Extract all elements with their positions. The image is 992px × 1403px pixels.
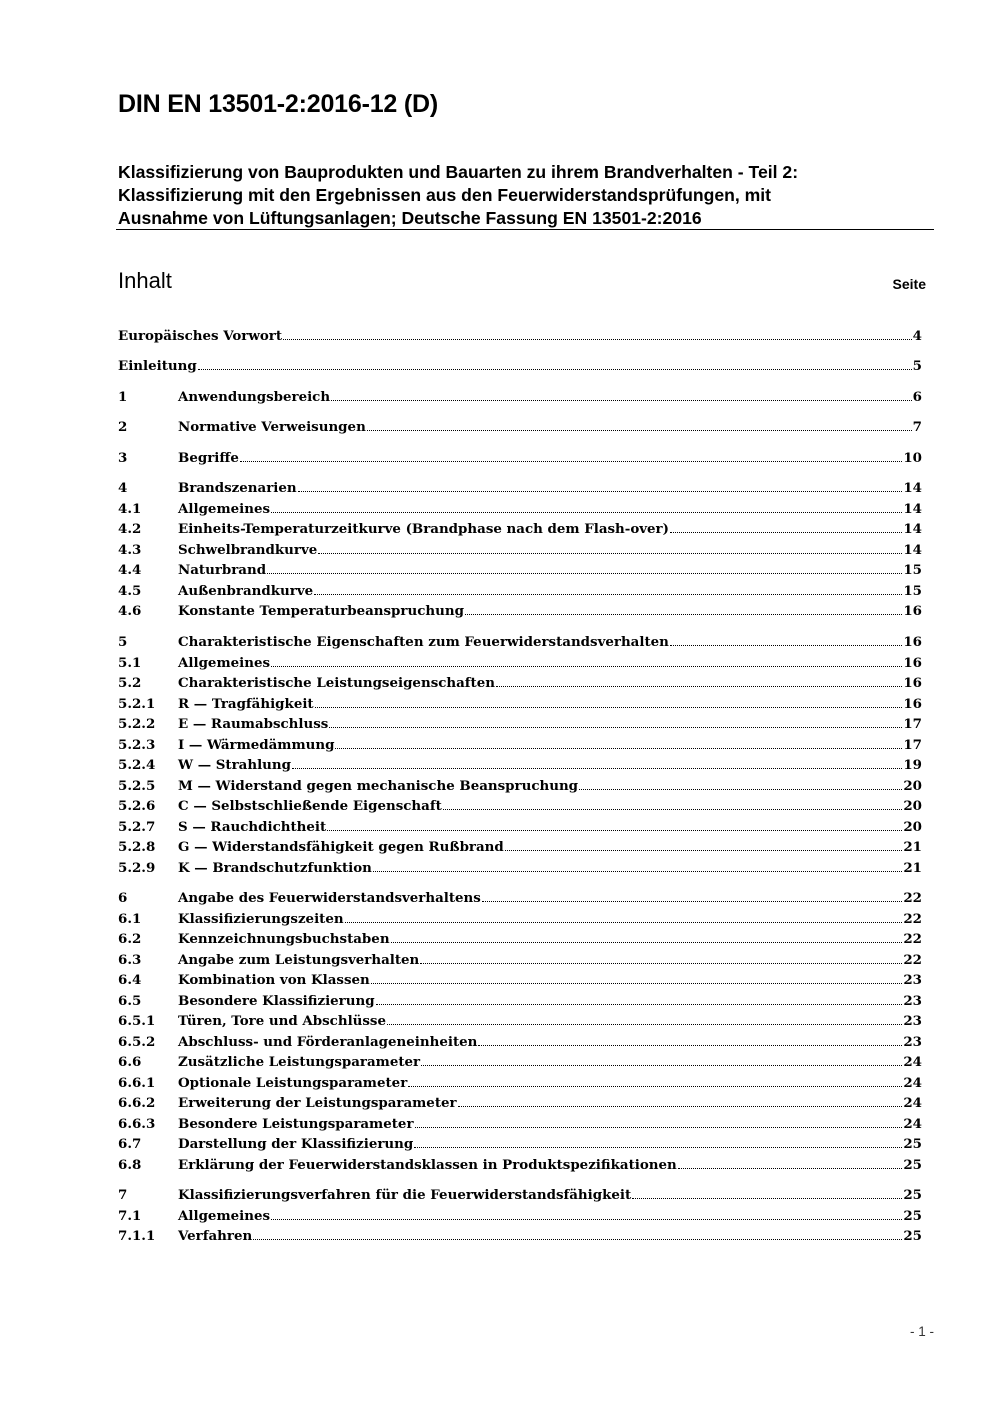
toc-entry-number: 5.2.7 bbox=[118, 819, 156, 835]
toc-entry-page: 16 bbox=[903, 696, 922, 712]
toc-entry[interactable] bbox=[118, 447, 922, 467]
toc-entry-title: Angabe zum Leistungsverhalten bbox=[178, 952, 420, 968]
toc-entry-number: 6.1 bbox=[118, 911, 142, 927]
toc-entry-title: Erklärung der Feuerwiderstandsklassen in Produktspezifikationen bbox=[178, 1157, 677, 1173]
toc-entry-number: 6.7 bbox=[118, 1136, 142, 1152]
toc-entry[interactable] bbox=[118, 631, 922, 651]
toc-entry-page: 23 bbox=[903, 972, 922, 988]
toc-entry-page: 4 bbox=[912, 328, 922, 344]
toc-entry-page: 22 bbox=[903, 911, 922, 927]
toc-entry-page: 16 bbox=[903, 655, 922, 671]
toc-entry-title: Kombination von Klassen bbox=[178, 972, 370, 988]
toc-entry[interactable] bbox=[118, 652, 922, 672]
toc-entry-page: 25 bbox=[903, 1228, 922, 1244]
toc-entry-page: 23 bbox=[903, 1013, 922, 1029]
toc-entry-number: 5.2.4 bbox=[118, 757, 156, 773]
toc-dot-leader bbox=[421, 1065, 902, 1066]
toc-entry-title: R — Tragfähigkeit bbox=[178, 696, 314, 712]
toc-entry-page: 14 bbox=[903, 480, 922, 496]
toc-entry-page: 23 bbox=[903, 1034, 922, 1050]
toc-entry-page: 15 bbox=[903, 583, 922, 599]
toc-entry-title: Besondere Klassifizierung bbox=[178, 993, 375, 1009]
toc-entry-title: Erweiterung der Leistungsparameter bbox=[178, 1095, 457, 1111]
toc-entry[interactable] bbox=[118, 559, 922, 579]
toc-entry-number: 4.6 bbox=[118, 603, 142, 619]
toc-dot-leader bbox=[443, 809, 903, 810]
document-title-line: Klassifizierung mit den Ergebnissen aus den Feuerwiderstandsprüfungen, mit bbox=[118, 185, 772, 205]
toc-entry-title: Einheits-Temperaturzeitkurve (Brandphase nach dem Flash-over) bbox=[178, 521, 669, 537]
toc-entry[interactable] bbox=[118, 325, 922, 345]
toc-dot-leader bbox=[478, 1045, 902, 1046]
toc-entry-title: Begriffe bbox=[178, 450, 239, 466]
toc-entry-number: 6.8 bbox=[118, 1157, 142, 1173]
toc-dot-leader bbox=[240, 461, 903, 462]
toc-entry-title: M — Widerstand gegen mechanische Beanspruchung bbox=[178, 778, 579, 794]
toc-entry-page: 19 bbox=[903, 757, 922, 773]
toc-entry-page: 16 bbox=[903, 675, 922, 691]
toc-dot-leader bbox=[271, 1219, 902, 1220]
toc-entry-number: 5.2.3 bbox=[118, 737, 156, 753]
toc-entry[interactable] bbox=[118, 1010, 922, 1030]
toc-entry-number: 5.2 bbox=[118, 675, 142, 691]
toc-entry-title: I — Wärmedämmung bbox=[178, 737, 335, 753]
toc-entry-page: 20 bbox=[903, 798, 922, 814]
toc-entry-number: 6.6.3 bbox=[118, 1116, 156, 1132]
toc-entry[interactable] bbox=[118, 518, 922, 538]
toc-entry-page: 22 bbox=[903, 931, 922, 947]
toc-entry-title: Außenbrandkurve bbox=[178, 583, 314, 599]
toc-entry-page: 21 bbox=[903, 860, 922, 876]
toc-dot-leader bbox=[367, 430, 912, 431]
toc-entry-page: 16 bbox=[903, 603, 922, 619]
toc-entry-number: 6.5.1 bbox=[118, 1013, 156, 1029]
toc-entry-number: 6 bbox=[118, 890, 128, 906]
toc-entry-page: 16 bbox=[903, 634, 922, 650]
toc-entry[interactable] bbox=[118, 795, 922, 815]
toc-entry-number: 5.2.8 bbox=[118, 839, 156, 855]
toc-entry-title: S — Rauchdichtheit bbox=[178, 819, 327, 835]
toc-dot-leader bbox=[335, 748, 902, 749]
toc-entry-page: 14 bbox=[903, 521, 922, 537]
toc-dot-leader bbox=[387, 1024, 902, 1025]
toc-entry-title: Türen, Tore und Abschlüsse bbox=[178, 1013, 386, 1029]
document-id: DIN EN 13501-2:2016-12 (D) bbox=[118, 90, 438, 118]
toc-entry-title: Europäisches Vorwort bbox=[118, 328, 283, 344]
toc-dot-leader bbox=[670, 645, 902, 646]
toc-entry-number: 6.2 bbox=[118, 931, 142, 947]
toc-dot-leader bbox=[414, 1147, 902, 1148]
toc-entry[interactable] bbox=[118, 816, 922, 836]
toc-entry[interactable] bbox=[118, 969, 922, 989]
toc-dot-leader bbox=[315, 707, 903, 708]
toc-entry[interactable] bbox=[118, 908, 922, 928]
toc-entry-number: 6.6.1 bbox=[118, 1075, 156, 1091]
toc-entry[interactable] bbox=[118, 1225, 922, 1245]
toc-entry-page: 14 bbox=[903, 501, 922, 517]
toc-dot-leader bbox=[632, 1198, 902, 1199]
toc-entry-title: Kennzeichnungsbuchstaben bbox=[178, 931, 390, 947]
toc-entry-page: 23 bbox=[903, 993, 922, 1009]
document-title bbox=[118, 161, 938, 230]
toc-entry-number: 6.4 bbox=[118, 972, 142, 988]
toc-entry-title: Klassifizierungsverfahren für die Feuerwiderstandsfähigkeit bbox=[178, 1187, 632, 1203]
toc-entry-title: Besondere Leistungsparameter bbox=[178, 1116, 414, 1132]
toc-dot-leader bbox=[267, 573, 902, 574]
toc-entry-number: 6.6.2 bbox=[118, 1095, 156, 1111]
toc-entry[interactable] bbox=[118, 600, 922, 620]
toc-entry-title: K — Brandschutzfunktion bbox=[178, 860, 372, 876]
toc-entry[interactable] bbox=[118, 1031, 922, 1051]
toc-dot-leader bbox=[391, 942, 903, 943]
toc-entry[interactable] bbox=[118, 1092, 922, 1112]
toc-entry-page: 17 bbox=[903, 737, 922, 753]
toc-entry[interactable] bbox=[118, 713, 922, 733]
toc-entry-page: 24 bbox=[903, 1095, 922, 1111]
toc-entry[interactable] bbox=[118, 1133, 922, 1153]
toc-dot-leader bbox=[420, 963, 902, 964]
toc-entry-number: 2 bbox=[118, 419, 128, 435]
toc-entry-number: 4.1 bbox=[118, 501, 142, 517]
toc-dot-leader bbox=[318, 553, 902, 554]
toc-entry[interactable] bbox=[118, 836, 922, 856]
toc-dot-leader bbox=[345, 922, 903, 923]
toc-entry-page: 25 bbox=[903, 1208, 922, 1224]
toc-entry-title: E — Raumabschluss bbox=[178, 716, 329, 732]
toc-entry-number: 5.2.1 bbox=[118, 696, 156, 712]
toc-entry[interactable] bbox=[118, 1113, 922, 1133]
toc-entry-title: Naturbrand bbox=[178, 562, 267, 578]
toc-dot-leader bbox=[670, 532, 902, 533]
toc-entry-number: 4.3 bbox=[118, 542, 142, 558]
toc-entry[interactable] bbox=[118, 857, 922, 877]
toc-entry[interactable] bbox=[118, 416, 922, 436]
toc-entry[interactable] bbox=[118, 754, 922, 774]
title-divider bbox=[116, 229, 934, 230]
toc-entry[interactable] bbox=[118, 1051, 922, 1071]
toc-entry[interactable] bbox=[118, 386, 922, 406]
toc-entry-page: 14 bbox=[903, 542, 922, 558]
toc-entry-number: 5.2.9 bbox=[118, 860, 156, 876]
toc-entry-page: 25 bbox=[903, 1157, 922, 1173]
toc-entry[interactable] bbox=[118, 990, 922, 1010]
toc-dot-leader bbox=[331, 400, 912, 401]
toc-entry-title: Klassifizierungszeiten bbox=[178, 911, 344, 927]
toc-dot-leader bbox=[505, 850, 903, 851]
toc-dot-leader bbox=[271, 666, 902, 667]
toc-dot-leader bbox=[298, 491, 903, 492]
toc-entry-number: 4.4 bbox=[118, 562, 142, 578]
toc-entry-page: 24 bbox=[903, 1116, 922, 1132]
toc-entry[interactable] bbox=[118, 477, 922, 497]
toc-entry[interactable] bbox=[118, 949, 922, 969]
toc-entry[interactable] bbox=[118, 734, 922, 754]
toc-entry-title: Allgemeines bbox=[178, 1208, 271, 1224]
toc-entry[interactable] bbox=[118, 693, 922, 713]
toc-entry-title: Zusätzliche Leistungsparameter bbox=[178, 1054, 421, 1070]
toc-entry[interactable] bbox=[118, 928, 922, 948]
footer-page-number: - 1 - bbox=[909, 1324, 934, 1339]
toc-entry[interactable] bbox=[118, 539, 922, 559]
toc-entry-number: 6.5 bbox=[118, 993, 142, 1009]
toc-entry-page: 10 bbox=[903, 450, 922, 466]
toc-entry-title: Konstante Temperaturbeanspruchung bbox=[178, 603, 464, 619]
toc-entry-page: 7 bbox=[912, 419, 922, 435]
toc-entry-number: 7.1.1 bbox=[118, 1228, 156, 1244]
toc-entry[interactable] bbox=[118, 775, 922, 795]
toc-entry-title: C — Selbstschließende Eigenschaft bbox=[178, 798, 442, 814]
toc-entry-title: W — Strahlung bbox=[178, 757, 291, 773]
toc-entry-title: Darstellung der Klassifizierung bbox=[178, 1136, 414, 1152]
toc-entry[interactable] bbox=[118, 887, 922, 907]
toc-dot-leader bbox=[373, 871, 902, 872]
toc-dot-leader bbox=[579, 789, 902, 790]
toc-entry-page: 22 bbox=[903, 890, 922, 906]
toc-dot-leader bbox=[314, 594, 902, 595]
toc-entry-number: 5.1 bbox=[118, 655, 142, 671]
toc-entry-number: 5.2.5 bbox=[118, 778, 156, 794]
toc-entry-page: 22 bbox=[903, 952, 922, 968]
toc-entry-title: Verfahren bbox=[178, 1228, 253, 1244]
toc-entry-number: 3 bbox=[118, 450, 128, 466]
toc-dot-leader bbox=[465, 614, 902, 615]
toc-entry-number: 4 bbox=[118, 480, 128, 496]
toc-entry-title: Charakteristische Leistungseigenschaften bbox=[178, 675, 495, 691]
toc-entry[interactable] bbox=[118, 1154, 922, 1174]
toc-entry-page: 25 bbox=[903, 1136, 922, 1152]
toc-entry-number: 5 bbox=[118, 634, 128, 650]
toc-dot-leader bbox=[408, 1086, 902, 1087]
toc-dot-leader bbox=[329, 727, 902, 728]
toc-entry-title: Angabe des Feuerwiderstandsverhaltens bbox=[178, 890, 481, 906]
toc-dot-leader bbox=[327, 830, 902, 831]
toc-dot-leader bbox=[292, 768, 902, 769]
toc-dot-leader bbox=[496, 686, 902, 687]
toc-entry-page: 17 bbox=[903, 716, 922, 732]
document-title-line: Klassifizierung von Bauprodukten und Bauarten zu ihrem Brandverhalten - Teil 2: bbox=[118, 162, 799, 182]
toc-entry[interactable] bbox=[118, 355, 922, 375]
toc-entry-number: 7 bbox=[118, 1187, 128, 1203]
toc-entry-title: G — Widerstandsfähigkeit gegen Rußbrand bbox=[178, 839, 504, 855]
toc-entry-title: Normative Verweisungen bbox=[178, 419, 366, 435]
toc-entry-page: 24 bbox=[903, 1075, 922, 1091]
toc-entry-number: 6.6 bbox=[118, 1054, 142, 1070]
toc-entry-page: 6 bbox=[912, 389, 922, 405]
toc-entry[interactable] bbox=[118, 580, 922, 600]
toc-entry-number: 1 bbox=[118, 389, 128, 405]
toc-entry-number: 5.2.6 bbox=[118, 798, 156, 814]
toc-entry-title: Abschluss- und Förderanlageneinheiten bbox=[178, 1034, 478, 1050]
toc-entry-page: 21 bbox=[903, 839, 922, 855]
toc-entry-number: 4.2 bbox=[118, 521, 142, 537]
toc-entry[interactable] bbox=[118, 1205, 922, 1225]
toc-entry-title: Anwendungsbereich bbox=[178, 389, 331, 405]
toc-entry-page: 20 bbox=[903, 778, 922, 794]
toc-entry-number: 5.2.2 bbox=[118, 716, 156, 732]
toc-entry-page: 24 bbox=[903, 1054, 922, 1070]
toc-entry-page: 5 bbox=[912, 358, 922, 374]
toc-entry-page: 15 bbox=[903, 562, 922, 578]
toc-entry-title: Brandszenarien bbox=[178, 480, 297, 496]
toc-entry-title: Charakteristische Eigenschaften zum Feuerwiderstandsverhalten bbox=[178, 634, 669, 650]
toc-dot-leader bbox=[458, 1106, 903, 1107]
toc-entry-title: Einleitung bbox=[118, 358, 197, 374]
toc-entry-title: Schwelbrandkurve bbox=[178, 542, 318, 558]
toc-entry-title: Optionale Leistungsparameter bbox=[178, 1075, 408, 1091]
toc-entry-title: Allgemeines bbox=[178, 501, 271, 517]
toc-entry[interactable] bbox=[118, 1072, 922, 1092]
toc-entry-title: Allgemeines bbox=[178, 655, 271, 671]
toc-dot-leader bbox=[371, 983, 903, 984]
toc-dot-leader bbox=[283, 339, 912, 340]
toc-heading: Inhalt bbox=[118, 268, 172, 293]
toc-dot-leader bbox=[678, 1168, 903, 1169]
toc-entry-page: 20 bbox=[903, 819, 922, 835]
document-title-line: Ausnahme von Lüftungsanlagen; Deutsche Fassung EN 13501-2:2016 bbox=[118, 208, 702, 228]
toc-dot-leader bbox=[376, 1004, 903, 1005]
toc-entry-page: 25 bbox=[903, 1187, 922, 1203]
toc-entry-number: 6.5.2 bbox=[118, 1034, 156, 1050]
toc-dot-leader bbox=[271, 512, 902, 513]
toc-entry-number: 6.3 bbox=[118, 952, 142, 968]
toc-dot-leader bbox=[415, 1127, 903, 1128]
toc-page-column-label: Seite bbox=[892, 276, 926, 292]
toc-dot-leader bbox=[482, 901, 903, 902]
toc-entry[interactable] bbox=[118, 498, 922, 518]
toc-dot-leader bbox=[198, 369, 912, 370]
toc-dot-leader bbox=[253, 1239, 902, 1240]
toc-entry-number: 7.1 bbox=[118, 1208, 142, 1224]
toc-entry[interactable] bbox=[118, 1184, 922, 1204]
toc-entry[interactable] bbox=[118, 672, 922, 692]
toc-entry-number: 4.5 bbox=[118, 583, 142, 599]
